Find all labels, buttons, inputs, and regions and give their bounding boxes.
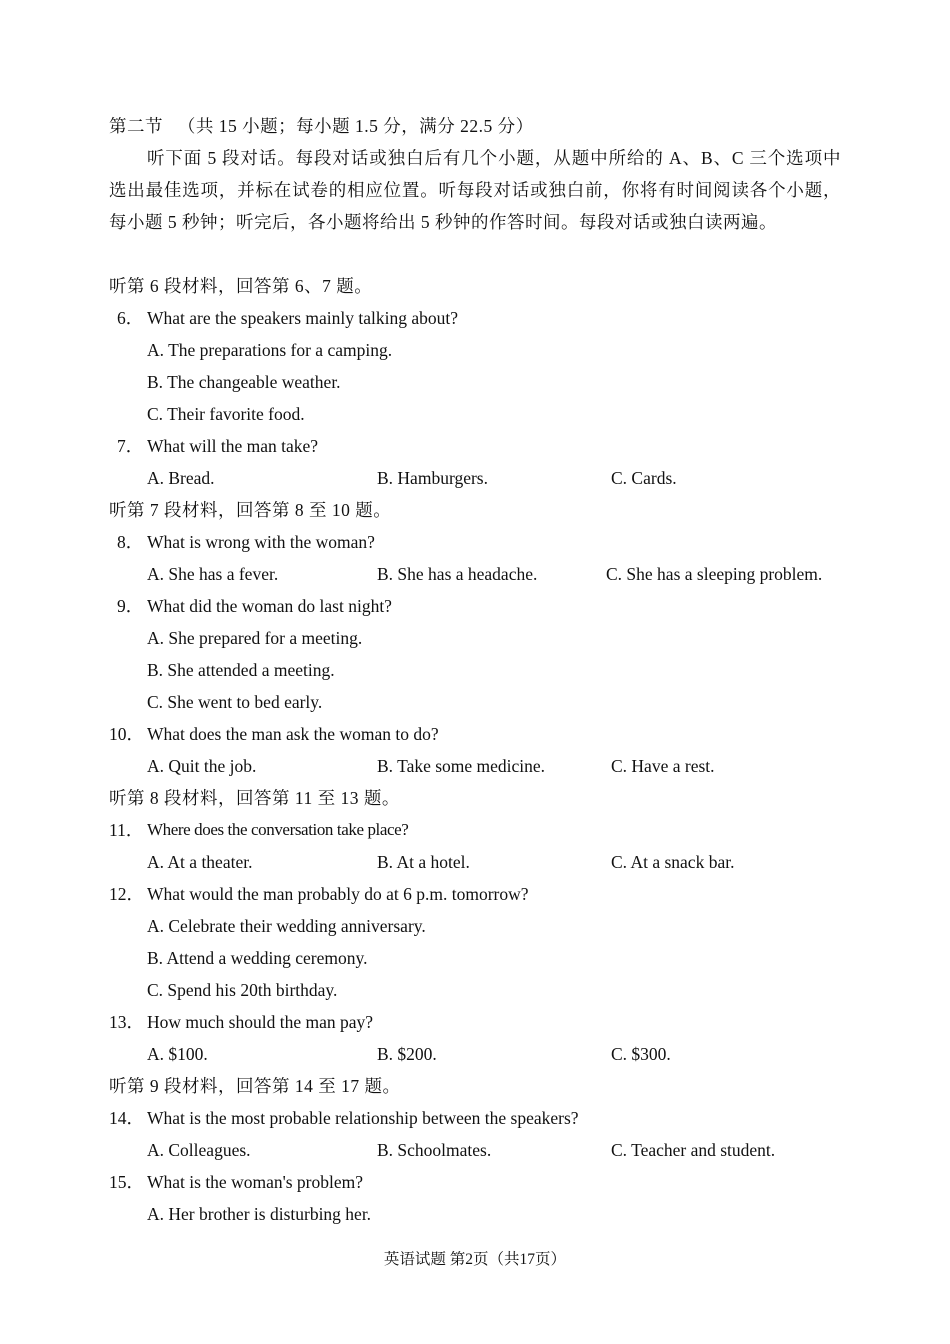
question-text: How much should the man pay? <box>147 1012 373 1032</box>
option-c: C. She has a sleeping problem. <box>606 564 823 584</box>
option-c: C. Teacher and student. <box>611 1140 776 1160</box>
passage-heading: 听第 8 段材料，回答第 11 至 13 题。 <box>109 788 400 808</box>
option-c: C. At a snack bar. <box>611 852 735 872</box>
option-b: B. The changeable weather. <box>147 372 341 392</box>
option-a: A. At a theater. <box>147 852 253 872</box>
option-b: B. $200. <box>377 1044 437 1064</box>
question-text: Where does the conversation take place? <box>147 820 409 839</box>
option-a: A. The preparations for a camping. <box>147 340 393 360</box>
question-number: 11． <box>109 820 144 840</box>
option-a: A. Quit the job. <box>147 756 257 776</box>
question-number: 9． <box>117 596 144 616</box>
passage-heading: 听第 7 段材料，回答第 8 至 10 题。 <box>109 500 392 520</box>
question-number: 6． <box>117 308 144 328</box>
option-a: A. Colleagues. <box>147 1140 251 1160</box>
question-text: What is the most probable relationship between the speakers? <box>147 1108 579 1128</box>
option-a: A. Her brother is disturbing her. <box>147 1204 372 1224</box>
question-text: What are the speakers mainly talking about? <box>147 308 458 328</box>
option-b: B. She has a headache. <box>377 564 538 584</box>
section-score-note: （共 15 小题；每小题 1.5 分，满分 22.5 分） <box>177 116 534 136</box>
option-a: A. She prepared for a meeting. <box>147 628 363 648</box>
option-c: C. Cards. <box>611 468 677 488</box>
option-c: C. $300. <box>611 1044 671 1064</box>
option-c: C. Their favorite food. <box>147 404 305 424</box>
option-b: B. At a hotel. <box>377 852 470 872</box>
section-instructions <box>109 142 841 238</box>
question-number: 15． <box>109 1172 144 1192</box>
question-text: What is the woman's problem? <box>147 1172 364 1192</box>
option-a: A. She has a fever. <box>147 564 279 584</box>
instructions-text: 听下面 5 段对话。每段对话或独白后有几个小题，从题中所给的 A、B、C 三个选项中选出最佳选项，并标在试卷的相应位置。听每段对话或独白前，你将有时间阅读各个小题，每小题 5 秒钟；听完后，各小题将给出 5 秒钟的作答时间。每段对话或独白读两遍。 <box>109 148 841 232</box>
option-c: C. She went to bed early. <box>147 692 323 712</box>
question-number: 12． <box>109 884 144 904</box>
question-number: 7． <box>117 436 144 456</box>
question-number: 8． <box>117 532 144 552</box>
option-b: B. Schoolmates. <box>377 1140 492 1160</box>
section-title: 第二节 <box>109 116 163 136</box>
question-text: What will the man take? <box>147 436 319 456</box>
question-number: 14． <box>109 1108 144 1128</box>
option-c: C. Have a rest. <box>611 756 715 776</box>
passage-heading: 听第 9 段材料，回答第 14 至 17 题。 <box>109 1076 401 1096</box>
option-b: B. Take some medicine. <box>377 756 546 776</box>
option-b: B. Hamburgers. <box>377 468 488 488</box>
page-footer: 英语试题 第2页（共17页） <box>383 1251 567 1268</box>
option-a: A. $100. <box>147 1044 208 1064</box>
option-b: B. Attend a wedding ceremony. <box>147 948 368 968</box>
question-text: What did the woman do last night? <box>147 596 392 616</box>
question-text: What is wrong with the woman? <box>147 532 375 552</box>
question-number: 13． <box>109 1012 144 1032</box>
option-a: A. Celebrate their wedding anniversary. <box>147 916 426 936</box>
passage-heading: 听第 6 段材料，回答第 6、7 题。 <box>109 276 373 296</box>
option-a: A. Bread. <box>147 468 215 488</box>
question-text: What would the man probably do at 6 p.m. tomorrow? <box>147 884 529 904</box>
option-c: C. Spend his 20th birthday. <box>147 980 338 1000</box>
question-text: What does the man ask the woman to do? <box>147 724 439 744</box>
option-b: B. She attended a meeting. <box>147 660 335 680</box>
question-number: 10． <box>109 724 144 744</box>
section-header <box>109 115 534 137</box>
